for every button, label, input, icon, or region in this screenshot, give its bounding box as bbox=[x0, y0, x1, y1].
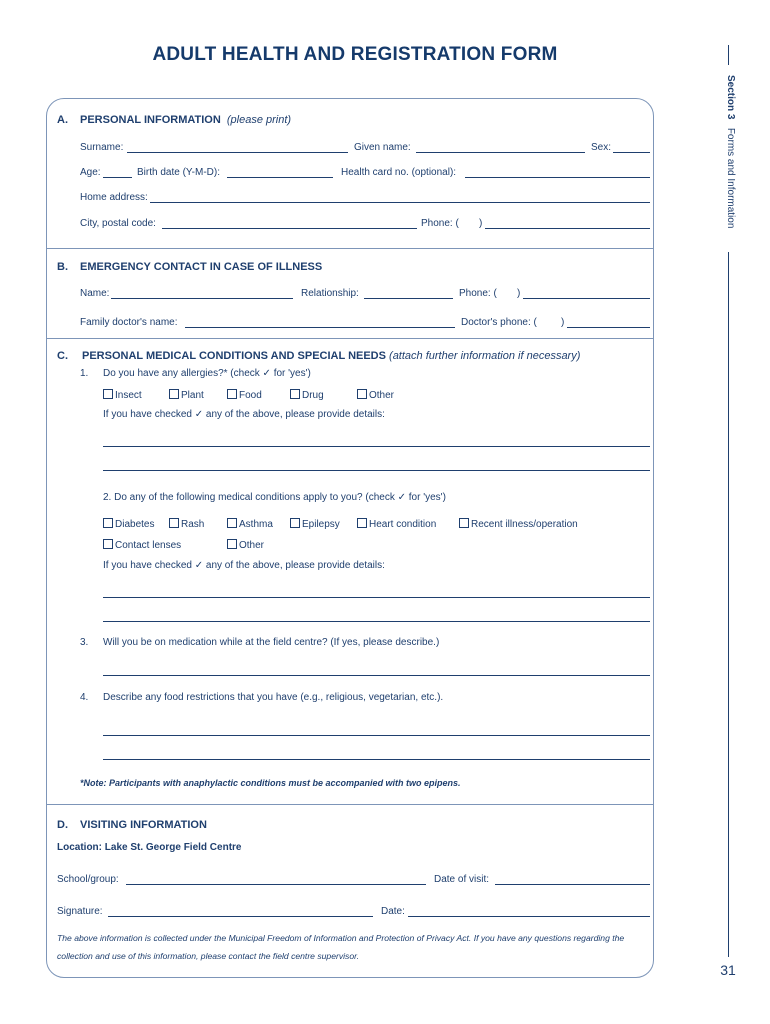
condition-diabetes-label: Diabetes bbox=[115, 519, 155, 530]
allergy-food[interactable] bbox=[227, 389, 262, 402]
q4-number: 4. bbox=[80, 692, 89, 703]
phone-field[interactable] bbox=[485, 228, 650, 229]
relationship-field[interactable] bbox=[364, 298, 453, 299]
date-visit-label: Date of visit: bbox=[434, 874, 490, 885]
allergy-details-line-2[interactable] bbox=[103, 470, 650, 471]
checkbox-food[interactable] bbox=[227, 389, 237, 399]
date-field[interactable] bbox=[408, 916, 650, 917]
checkbox-heart[interactable] bbox=[357, 518, 367, 528]
allergy-drug-label: Drug bbox=[302, 390, 324, 401]
doctor-phone-close: ) bbox=[561, 317, 565, 328]
age-label: Age: bbox=[80, 167, 101, 178]
page-number: 31 bbox=[720, 962, 736, 978]
condition-rash[interactable] bbox=[169, 518, 204, 531]
condition-asthma[interactable] bbox=[227, 518, 273, 531]
allergy-insect-label: Insect bbox=[115, 390, 142, 401]
form-title: ADULT HEALTH AND REGISTRATION FORM bbox=[152, 44, 558, 65]
condition-other[interactable] bbox=[227, 539, 264, 552]
allergy-details-line-1[interactable] bbox=[103, 446, 650, 447]
section-d-heading: VISITING INFORMATION bbox=[80, 819, 207, 831]
home-address-field[interactable] bbox=[150, 202, 650, 203]
anaphylaxis-note: *Note: Participants with anaphylactic conditions must be accompanied with two epipens. bbox=[80, 778, 461, 788]
school-field[interactable] bbox=[126, 884, 426, 885]
section-c-letter: C. bbox=[57, 350, 68, 362]
condition-contact-lenses-label: Contact lenses bbox=[115, 540, 182, 551]
condition-contact-lenses[interactable] bbox=[103, 539, 181, 552]
q3-number: 3. bbox=[80, 637, 89, 648]
contact-phone-close: ) bbox=[517, 288, 521, 299]
condition-other-label: Other bbox=[239, 540, 265, 551]
location-text: Location: Lake St. George Field Centre bbox=[57, 842, 242, 853]
checkbox-rash[interactable] bbox=[169, 518, 179, 528]
condition-recent-illness[interactable] bbox=[459, 518, 578, 531]
sex-field[interactable] bbox=[613, 152, 650, 153]
checkbox-recent-illness[interactable] bbox=[459, 518, 469, 528]
condition-details-line-1[interactable] bbox=[103, 597, 650, 598]
city-field[interactable] bbox=[162, 228, 417, 229]
age-field[interactable] bbox=[103, 177, 132, 178]
signature-field[interactable] bbox=[108, 916, 373, 917]
q1-text: Do you have any allergies?* (check ✓ for 'yes') bbox=[103, 368, 311, 379]
side-section: Section 3 bbox=[725, 75, 736, 120]
allergy-other[interactable] bbox=[357, 389, 394, 402]
checkbox-plant[interactable] bbox=[169, 389, 179, 399]
privacy-disclaimer-1: The above information is collected under the Municipal Freedom of Information and Protection of Privacy Act. If you have any questions regarding the bbox=[57, 933, 625, 943]
birth-date-label: Birth date (Y-M-D): bbox=[137, 167, 220, 178]
section-a-note: (please print) bbox=[226, 114, 292, 126]
condition-epilepsy-label: Epilepsy bbox=[302, 519, 340, 530]
phone-label: Phone: ( bbox=[421, 218, 459, 229]
surname-field[interactable] bbox=[127, 152, 348, 153]
doctor-phone-field[interactable] bbox=[567, 327, 650, 328]
checkbox-diabetes[interactable] bbox=[103, 518, 113, 528]
allergy-plant[interactable] bbox=[169, 389, 204, 402]
divider-cd bbox=[47, 804, 653, 805]
section-c-note: (attach further information if necessary) bbox=[389, 350, 581, 362]
contact-name-label: Name: bbox=[80, 288, 110, 299]
health-card-field[interactable] bbox=[465, 177, 650, 178]
section-b-letter: B. bbox=[57, 261, 68, 273]
side-rule-top bbox=[728, 45, 729, 65]
city-label: City, postal code: bbox=[80, 218, 156, 229]
given-name-label: Given name: bbox=[354, 142, 411, 153]
date-label: Date: bbox=[381, 906, 405, 917]
condition-diabetes[interactable] bbox=[103, 518, 154, 531]
section-c-title: PERSONAL MEDICAL CONDITIONS AND SPECIAL NEEDS bbox=[82, 350, 386, 362]
side-rule-bottom bbox=[728, 252, 729, 957]
condition-epilepsy[interactable] bbox=[290, 518, 340, 531]
q3-text: Will you be on medication while at the field centre? (If yes, please describe.) bbox=[103, 637, 440, 648]
section-b-heading: EMERGENCY CONTACT IN CASE OF ILLNESS bbox=[80, 261, 323, 273]
q1-number: 1. bbox=[80, 368, 89, 379]
condition-rash-label: Rash bbox=[181, 519, 205, 530]
phone-close: ) bbox=[479, 218, 483, 229]
food-restrictions-line-2[interactable] bbox=[103, 759, 650, 760]
allergy-other-label: Other bbox=[369, 390, 395, 401]
contact-phone-field[interactable] bbox=[523, 298, 650, 299]
health-card-label: Health card no. (optional): bbox=[341, 167, 457, 178]
checkbox-asthma[interactable] bbox=[227, 518, 237, 528]
allergy-insect[interactable] bbox=[103, 389, 142, 402]
date-visit-field[interactable] bbox=[495, 884, 650, 885]
allergy-plant-label: Plant bbox=[181, 390, 204, 401]
condition-asthma-label: Asthma bbox=[239, 519, 273, 530]
family-doctor-field[interactable] bbox=[185, 327, 455, 328]
checkbox-contact-lenses[interactable] bbox=[103, 539, 113, 549]
condition-details-prompt: If you have checked ✓ any of the above, please provide details: bbox=[103, 560, 385, 571]
condition-heart[interactable] bbox=[357, 518, 436, 531]
birth-date-field[interactable] bbox=[227, 177, 333, 178]
relationship-label: Relationship: bbox=[301, 288, 359, 299]
section-a-letter: A. bbox=[57, 114, 68, 126]
given-name-field[interactable] bbox=[416, 152, 585, 153]
section-a-heading bbox=[80, 114, 291, 126]
condition-details-line-2[interactable] bbox=[103, 621, 650, 622]
school-label: School/group: bbox=[57, 874, 119, 885]
food-restrictions-line-1[interactable] bbox=[103, 735, 650, 736]
medication-line[interactable] bbox=[103, 675, 650, 676]
section-d-letter: D. bbox=[57, 819, 68, 831]
allergy-food-label: Food bbox=[239, 390, 262, 401]
sex-label: Sex: bbox=[591, 142, 612, 153]
family-doctor-label: Family doctor's name: bbox=[80, 317, 178, 328]
checkbox-condition-other[interactable] bbox=[227, 539, 237, 549]
section-c-heading bbox=[82, 350, 580, 362]
divider-bc bbox=[47, 338, 653, 339]
q2-text: 2. Do any of the following medical conditions apply to you? (check ✓ for 'yes') bbox=[103, 492, 446, 503]
checkbox-allergy-other[interactable] bbox=[357, 389, 367, 399]
contact-phone-label: Phone: ( bbox=[459, 288, 497, 299]
signature-label: Signature: bbox=[57, 906, 103, 917]
condition-heart-label: Heart condition bbox=[369, 519, 437, 530]
allergy-drug[interactable] bbox=[290, 389, 324, 402]
q4-text: Describe any food restrictions that you have (e.g., religious, vegetarian, etc.). bbox=[103, 692, 444, 703]
checkbox-epilepsy[interactable] bbox=[290, 518, 300, 528]
section-side-label bbox=[719, 75, 737, 245]
contact-name-field[interactable] bbox=[111, 298, 293, 299]
surname-label: Surname: bbox=[80, 142, 124, 153]
doctor-phone-label: Doctor's phone: ( bbox=[461, 317, 537, 328]
side-label: Forms and Information bbox=[725, 127, 736, 229]
allergy-details-prompt: If you have checked ✓ any of the above, please provide details: bbox=[103, 409, 385, 420]
checkbox-insect[interactable] bbox=[103, 389, 113, 399]
section-a-title: PERSONAL INFORMATION bbox=[80, 114, 221, 126]
checkbox-drug[interactable] bbox=[290, 389, 300, 399]
condition-recent-illness-label: Recent illness/operation bbox=[471, 519, 578, 530]
home-address-label: Home address: bbox=[80, 192, 148, 203]
privacy-disclaimer-2: collection and use of this information, please contact the field centre supervisor. bbox=[57, 951, 360, 961]
divider-ab bbox=[47, 248, 653, 249]
